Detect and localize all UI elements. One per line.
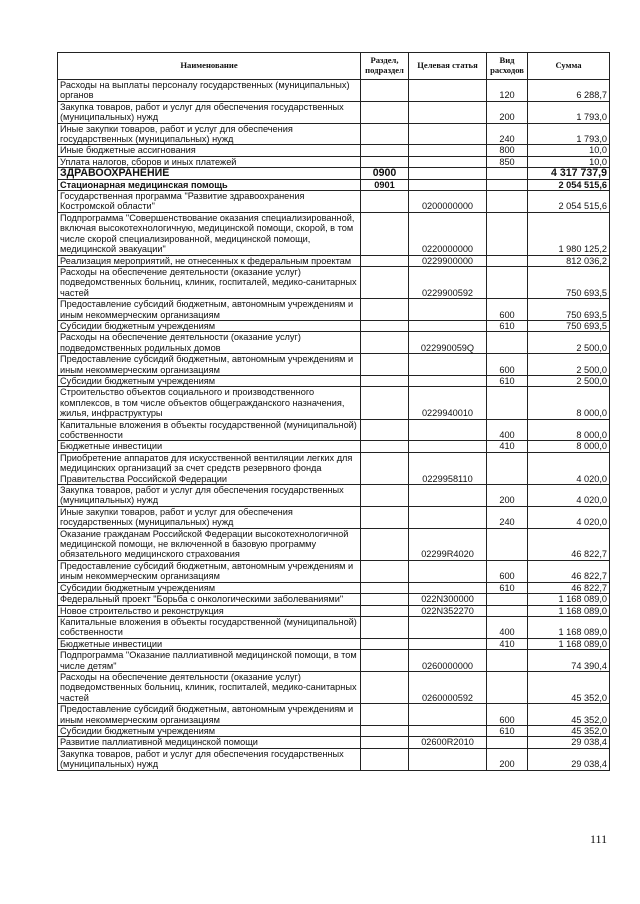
cell-razdel bbox=[361, 485, 409, 507]
cell-summa: 4 317 737,9 bbox=[528, 168, 610, 179]
cell-razdel: 0901 bbox=[361, 179, 409, 190]
cell-razdel bbox=[361, 123, 409, 145]
cell-razdel bbox=[361, 452, 409, 484]
cell-summa: 1 980 125,2 bbox=[528, 212, 610, 255]
cell-summa: 1 168 089,0 bbox=[528, 594, 610, 605]
cell-razdel bbox=[361, 638, 409, 649]
cell-celevaya bbox=[409, 560, 487, 582]
cell-celevaya: 0229900592 bbox=[409, 266, 487, 298]
cell-vid: 610 bbox=[487, 375, 528, 386]
cell-razdel bbox=[361, 332, 409, 354]
cell-vid: 200 bbox=[487, 748, 528, 770]
cell-razdel bbox=[361, 582, 409, 593]
cell-celevaya bbox=[409, 145, 487, 156]
cell-name: Расходы на выплаты персоналу государственных (муниципальных) органов bbox=[58, 80, 361, 102]
table-row bbox=[58, 560, 610, 582]
cell-celevaya: 022N300000 bbox=[409, 594, 487, 605]
cell-celevaya bbox=[409, 582, 487, 593]
cell-vid bbox=[487, 387, 528, 419]
cell-summa: 45 352,0 bbox=[528, 671, 610, 703]
cell-vid bbox=[487, 452, 528, 484]
cell-razdel bbox=[361, 299, 409, 321]
cell-vid bbox=[487, 737, 528, 748]
cell-celevaya: 0220000000 bbox=[409, 212, 487, 255]
cell-name: Подпрограмма "Оказание паллиативной медицинской помощи, в том числе детям" bbox=[58, 650, 361, 672]
cell-name: Уплата налогов, сборов и иных платежей bbox=[58, 156, 361, 167]
cell-razdel bbox=[361, 594, 409, 605]
table-row bbox=[58, 80, 610, 102]
cell-celevaya bbox=[409, 441, 487, 452]
cell-celevaya: 0229958110 bbox=[409, 452, 487, 484]
cell-vid: 200 bbox=[487, 101, 528, 123]
table-row bbox=[58, 255, 610, 266]
cell-summa: 1 168 089,0 bbox=[528, 616, 610, 638]
cell-summa: 2 054 515,6 bbox=[528, 179, 610, 190]
cell-summa: 1 168 089,0 bbox=[528, 605, 610, 616]
cell-vid: 600 bbox=[487, 299, 528, 321]
cell-name: Иные закупки товаров, работ и услуг для обеспечения государственных (муниципальных) нужд bbox=[58, 506, 361, 528]
cell-celevaya: 0260000592 bbox=[409, 671, 487, 703]
cell-celevaya: 022990059Q bbox=[409, 332, 487, 354]
cell-vid bbox=[487, 528, 528, 560]
cell-summa: 8 000,0 bbox=[528, 387, 610, 419]
cell-vid bbox=[487, 191, 528, 213]
cell-vid bbox=[487, 266, 528, 298]
budget-sheet bbox=[57, 52, 609, 771]
table-row bbox=[58, 506, 610, 528]
cell-summa: 29 038,4 bbox=[528, 737, 610, 748]
cell-name: Субсидии бюджетным учреждениям bbox=[58, 375, 361, 386]
table-row bbox=[58, 725, 610, 736]
cell-celevaya bbox=[409, 101, 487, 123]
cell-vid: 600 bbox=[487, 704, 528, 726]
table-row bbox=[58, 441, 610, 452]
cell-celevaya: 0260000000 bbox=[409, 650, 487, 672]
cell-vid: 120 bbox=[487, 80, 528, 102]
cell-celevaya bbox=[409, 123, 487, 145]
cell-razdel bbox=[361, 528, 409, 560]
table-row bbox=[58, 737, 610, 748]
cell-razdel bbox=[361, 506, 409, 528]
cell-razdel bbox=[361, 375, 409, 386]
cell-razdel bbox=[361, 748, 409, 770]
cell-celevaya: 02600R2010 bbox=[409, 737, 487, 748]
cell-vid: 800 bbox=[487, 145, 528, 156]
cell-name: Предоставление субсидий бюджетным, автономным учреждениям и иным некоммерческим организациям bbox=[58, 299, 361, 321]
cell-summa: 10,0 bbox=[528, 156, 610, 167]
cell-name: Предоставление субсидий бюджетным, автономным учреждениям и иным некоммерческим организациям bbox=[58, 560, 361, 582]
cell-celevaya: 0229940010 bbox=[409, 387, 487, 419]
cell-celevaya bbox=[409, 485, 487, 507]
cell-celevaya: 022N352270 bbox=[409, 605, 487, 616]
cell-celevaya bbox=[409, 80, 487, 102]
table-row bbox=[58, 650, 610, 672]
cell-name: Государственная программа "Развитие здравоохранения Костромской области" bbox=[58, 191, 361, 213]
cell-celevaya: 02299R4020 bbox=[409, 528, 487, 560]
table-row bbox=[58, 452, 610, 484]
cell-razdel bbox=[361, 387, 409, 419]
table-row bbox=[58, 485, 610, 507]
table-row bbox=[58, 332, 610, 354]
cell-vid: 600 bbox=[487, 354, 528, 376]
cell-celevaya bbox=[409, 638, 487, 649]
cell-celevaya bbox=[409, 354, 487, 376]
cell-celevaya bbox=[409, 156, 487, 167]
cell-razdel bbox=[361, 212, 409, 255]
cell-summa: 29 038,4 bbox=[528, 748, 610, 770]
cell-razdel bbox=[361, 156, 409, 167]
cell-summa: 1 793,0 bbox=[528, 101, 610, 123]
cell-summa: 74 390,4 bbox=[528, 650, 610, 672]
cell-vid: 600 bbox=[487, 560, 528, 582]
cell-name: Новое строительство и реконструкция bbox=[58, 605, 361, 616]
cell-name: Бюджетные инвестиции bbox=[58, 441, 361, 452]
table-row bbox=[58, 419, 610, 441]
cell-celevaya bbox=[409, 320, 487, 331]
cell-razdel bbox=[361, 441, 409, 452]
table-row bbox=[58, 212, 610, 255]
cell-summa: 4 020,0 bbox=[528, 485, 610, 507]
cell-name: Федеральный проект "Борьба с онкологическими заболеваниями" bbox=[58, 594, 361, 605]
cell-name: Строительство объектов социального и производственного комплексов, в том числе объектов общегражданского назначения, жилья, инфраструктуры bbox=[58, 387, 361, 419]
cell-summa: 812 036,2 bbox=[528, 255, 610, 266]
cell-razdel bbox=[361, 266, 409, 298]
cell-summa: 750 693,5 bbox=[528, 320, 610, 331]
table-row bbox=[58, 704, 610, 726]
cell-summa: 8 000,0 bbox=[528, 419, 610, 441]
cell-name: Субсидии бюджетным учреждениям bbox=[58, 582, 361, 593]
cell-name: Субсидии бюджетным учреждениям bbox=[58, 725, 361, 736]
cell-celevaya bbox=[409, 168, 487, 179]
cell-summa: 46 822,7 bbox=[528, 528, 610, 560]
cell-razdel bbox=[361, 650, 409, 672]
cell-vid bbox=[487, 594, 528, 605]
cell-summa: 4 020,0 bbox=[528, 452, 610, 484]
cell-razdel bbox=[361, 419, 409, 441]
page-number: 111 bbox=[590, 832, 608, 846]
cell-name: Предоставление субсидий бюджетным, автономным учреждениям и иным некоммерческим организациям bbox=[58, 704, 361, 726]
table-row bbox=[58, 320, 610, 331]
cell-name: Закупка товаров, работ и услуг для обеспечения государственных (муниципальных) нужд bbox=[58, 101, 361, 123]
cell-name: Расходы на обеспечение деятельности (оказание услуг) подведомственных больниц, клиник, госпиталей, медико-санитарных частей bbox=[58, 266, 361, 298]
table-row bbox=[58, 638, 610, 649]
cell-name: Капитальные вложения в объекты государственной (муниципальной) собственности bbox=[58, 616, 361, 638]
cell-summa: 46 822,7 bbox=[528, 582, 610, 593]
cell-razdel bbox=[361, 145, 409, 156]
table-row bbox=[58, 101, 610, 123]
cell-name: Субсидии бюджетным учреждениям bbox=[58, 320, 361, 331]
cell-summa: 2 054 515,6 bbox=[528, 191, 610, 213]
header-summa: Сумма bbox=[528, 53, 610, 80]
cell-summa: 2 500,0 bbox=[528, 354, 610, 376]
cell-razdel bbox=[361, 605, 409, 616]
cell-vid bbox=[487, 179, 528, 190]
header-vid: Вид расходов bbox=[487, 53, 528, 80]
cell-name: Стационарная медицинская помощь bbox=[58, 179, 361, 190]
cell-vid: 610 bbox=[487, 320, 528, 331]
cell-vid: 610 bbox=[487, 725, 528, 736]
cell-name: Закупка товаров, работ и услуг для обеспечения государственных (муниципальных) нужд bbox=[58, 485, 361, 507]
cell-vid bbox=[487, 255, 528, 266]
cell-summa: 8 000,0 bbox=[528, 441, 610, 452]
cell-vid: 200 bbox=[487, 485, 528, 507]
cell-razdel bbox=[361, 616, 409, 638]
cell-name: Иные закупки товаров, работ и услуг для обеспечения государственных (муниципальных) нужд bbox=[58, 123, 361, 145]
cell-vid: 410 bbox=[487, 638, 528, 649]
cell-vid: 400 bbox=[487, 419, 528, 441]
cell-celevaya bbox=[409, 704, 487, 726]
cell-summa: 45 352,0 bbox=[528, 704, 610, 726]
cell-name: Подпрограмма "Совершенствование оказания специализированной, включая высокотехнологичную, медицинской помощи, скорой, в том числе скорой специализированной, медицинской помощи, медицинской эвакуации" bbox=[58, 212, 361, 255]
cell-name: Оказание гражданам Российской Федерации высокотехнологичной медицинской помощи, не включенной в базовую программу обязательного медицинского страхования bbox=[58, 528, 361, 560]
cell-vid: 410 bbox=[487, 441, 528, 452]
budget-table bbox=[57, 52, 610, 771]
cell-name: Закупка товаров, работ и услуг для обеспечения государственных (муниципальных) нужд bbox=[58, 748, 361, 770]
table-row bbox=[58, 594, 610, 605]
cell-summa: 4 020,0 bbox=[528, 506, 610, 528]
cell-summa: 750 693,5 bbox=[528, 299, 610, 321]
cell-vid: 850 bbox=[487, 156, 528, 167]
cell-vid bbox=[487, 671, 528, 703]
table-row bbox=[58, 266, 610, 298]
cell-razdel bbox=[361, 80, 409, 102]
cell-vid bbox=[487, 212, 528, 255]
table-row bbox=[58, 156, 610, 167]
cell-name: Реализация мероприятий, не отнесенных к федеральным проектам bbox=[58, 255, 361, 266]
table-header-row bbox=[58, 53, 610, 80]
cell-razdel bbox=[361, 191, 409, 213]
table-row bbox=[58, 748, 610, 770]
cell-summa: 1 168 089,0 bbox=[528, 638, 610, 649]
cell-razdel bbox=[361, 101, 409, 123]
cell-celevaya bbox=[409, 616, 487, 638]
cell-celevaya bbox=[409, 179, 487, 190]
cell-celevaya: 0200000000 bbox=[409, 191, 487, 213]
cell-name: Развитие паллиативной медицинской помощи bbox=[58, 737, 361, 748]
cell-summa: 2 500,0 bbox=[528, 332, 610, 354]
cell-vid: 240 bbox=[487, 506, 528, 528]
table-row bbox=[58, 168, 610, 179]
cell-vid bbox=[487, 168, 528, 179]
cell-celevaya bbox=[409, 375, 487, 386]
table-row bbox=[58, 299, 610, 321]
table-row bbox=[58, 671, 610, 703]
cell-celevaya bbox=[409, 725, 487, 736]
cell-vid bbox=[487, 332, 528, 354]
table-row bbox=[58, 123, 610, 145]
header-celevaya: Целевая статья bbox=[409, 53, 487, 80]
cell-celevaya bbox=[409, 299, 487, 321]
cell-summa: 2 500,0 bbox=[528, 375, 610, 386]
cell-name: ЗДРАВООХРАНЕНИЕ bbox=[58, 168, 361, 179]
cell-name: Расходы на обеспечение деятельности (оказание услуг) подведомственных родильных домов bbox=[58, 332, 361, 354]
table-row bbox=[58, 354, 610, 376]
cell-razdel bbox=[361, 725, 409, 736]
cell-vid: 610 bbox=[487, 582, 528, 593]
table-row bbox=[58, 387, 610, 419]
cell-name: Иные бюджетные ассигнования bbox=[58, 145, 361, 156]
cell-summa: 10,0 bbox=[528, 145, 610, 156]
cell-razdel bbox=[361, 671, 409, 703]
cell-celevaya bbox=[409, 506, 487, 528]
cell-name: Предоставление субсидий бюджетным, автономным учреждениям и иным некоммерческим организациям bbox=[58, 354, 361, 376]
cell-vid bbox=[487, 650, 528, 672]
table-row bbox=[58, 179, 610, 190]
cell-name: Расходы на обеспечение деятельности (оказание услуг) подведомственных больниц, клиник, госпиталей, медико-санитарных частей bbox=[58, 671, 361, 703]
header-razdel: Раздел, подраздел bbox=[361, 53, 409, 80]
cell-celevaya bbox=[409, 748, 487, 770]
table-row bbox=[58, 582, 610, 593]
table-row bbox=[58, 191, 610, 213]
table-row bbox=[58, 605, 610, 616]
cell-razdel bbox=[361, 560, 409, 582]
cell-summa: 1 793,0 bbox=[528, 123, 610, 145]
cell-razdel: 0900 bbox=[361, 168, 409, 179]
table-row bbox=[58, 616, 610, 638]
table-row bbox=[58, 528, 610, 560]
cell-name: Бюджетные инвестиции bbox=[58, 638, 361, 649]
cell-summa: 46 822,7 bbox=[528, 560, 610, 582]
cell-summa: 45 352,0 bbox=[528, 725, 610, 736]
cell-celevaya bbox=[409, 419, 487, 441]
cell-vid bbox=[487, 605, 528, 616]
cell-celevaya: 0229900000 bbox=[409, 255, 487, 266]
cell-summa: 6 288,7 bbox=[528, 80, 610, 102]
cell-razdel bbox=[361, 255, 409, 266]
cell-name: Приобретение аппаратов для искусственной вентиляции легких для медицинских организаций за счет средств резервного фонда Правительства Российской Федерации bbox=[58, 452, 361, 484]
cell-vid: 240 bbox=[487, 123, 528, 145]
table-row bbox=[58, 145, 610, 156]
cell-name: Капитальные вложения в объекты государственной (муниципальной) собственности bbox=[58, 419, 361, 441]
table-row bbox=[58, 375, 610, 386]
cell-razdel bbox=[361, 354, 409, 376]
cell-razdel bbox=[361, 737, 409, 748]
cell-razdel bbox=[361, 320, 409, 331]
cell-vid: 400 bbox=[487, 616, 528, 638]
header-name: Наименование bbox=[58, 53, 361, 80]
cell-summa: 750 693,5 bbox=[528, 266, 610, 298]
cell-razdel bbox=[361, 704, 409, 726]
